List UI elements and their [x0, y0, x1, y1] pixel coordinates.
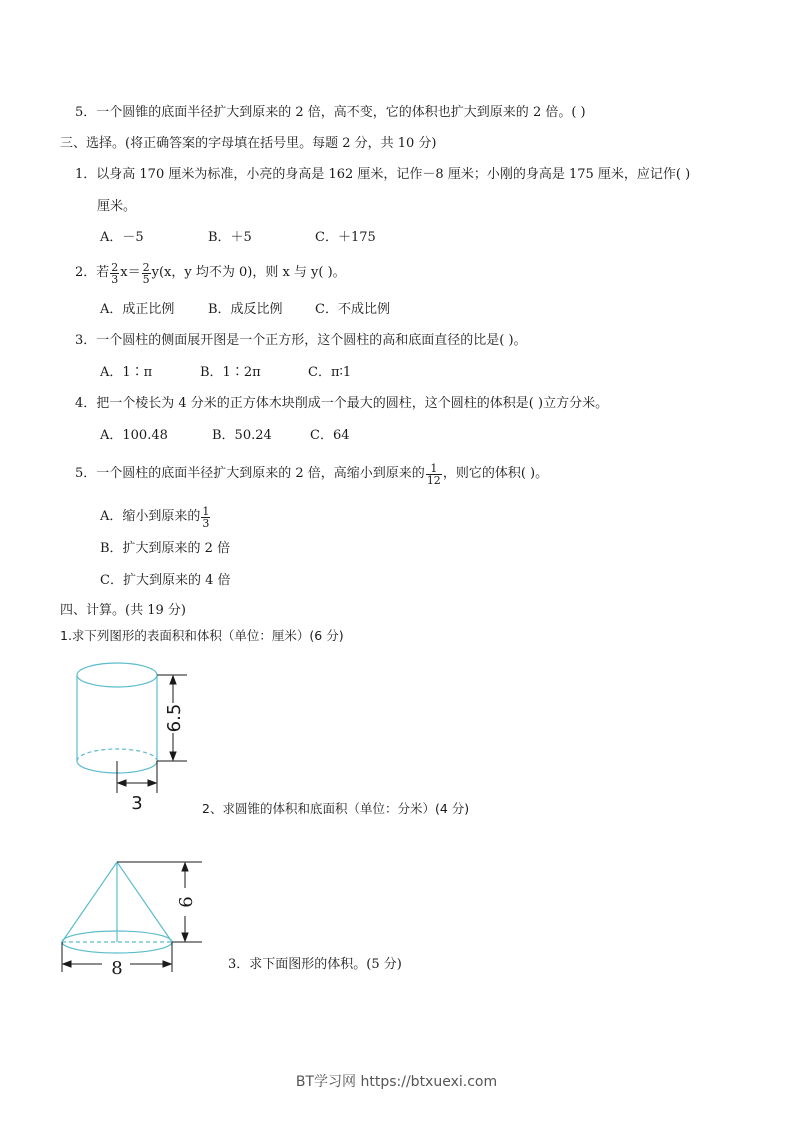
fraction-denominator: 5	[142, 273, 150, 286]
q4-option-c: C．64	[310, 428, 350, 443]
judgement-question-5: 5．一个圆锥的底面半径扩大到原来的 2 倍，高不变，它的体积也扩大到原来的 2 倍。( )	[75, 105, 586, 120]
fraction-denominator: 12	[426, 474, 441, 487]
problem-3-text: 3．求下面图形的体积。(5 分)	[228, 957, 402, 972]
q2-suffix: y(x，y 均不为 0)，则 x 与 y( )。	[151, 265, 346, 280]
q2-option-a: A．成正比例	[100, 302, 175, 317]
footer-watermark: BT学习网 https://btxuexi.com	[295, 1074, 498, 1090]
q3-option-a: A．1∶π	[100, 365, 153, 380]
fraction-2-3	[110, 262, 119, 285]
q3-option-c: C．π∶1	[308, 365, 352, 380]
cone-height-label: 6	[176, 896, 197, 908]
choice-question-4: 4．把一个棱长为 4 分米的正方体木块削成一个最大的圆柱，这个圆柱的体积是( )立方分米。	[75, 396, 609, 411]
q1-option-c: C．＋175	[315, 230, 376, 245]
q2-option-b: B．成反比例	[208, 302, 283, 317]
choice-question-3: 3．一个圆柱的侧面展开图是一个正方形，这个圆柱的高和底面直径的比是( )。	[75, 333, 527, 348]
fraction-denominator: 3	[111, 273, 119, 286]
section-3-title: 三、选择。(将正确答案的字母填在括号里。每题 2 分，共 10 分)	[60, 136, 437, 151]
q5-option-b: B．扩大到原来的 2 倍	[100, 541, 231, 556]
choice-question-1-line2: 厘米。	[97, 199, 137, 214]
fraction-numerator: 1	[202, 505, 210, 518]
cylinder-figure	[60, 655, 200, 815]
problem-1-text: 1.求下列图形的表面积和体积（单位：厘米）(6 分)	[60, 628, 344, 643]
q5-option-a-prefix: A．缩小到原来的	[100, 509, 201, 524]
q4-option-a: A．100.48	[100, 428, 168, 443]
q4-option-b: B．50.24	[212, 428, 272, 443]
choice-question-2	[75, 261, 346, 284]
q2-prefix: 2．若	[75, 265, 110, 280]
cone-figure	[50, 850, 220, 985]
fraction-numerator: 2	[142, 261, 150, 274]
fraction-2-5	[142, 262, 151, 285]
q5-option-a	[100, 505, 211, 528]
q5-prefix: 5．一个圆柱的底面半径扩大到原来的 2 倍，高缩小到原来的	[75, 466, 425, 481]
q1-option-a: A．－5	[100, 230, 144, 245]
q5-suffix: ，则它的体积( )。	[442, 466, 549, 481]
fraction-1-3	[201, 506, 210, 529]
problem-2-text: 2、求圆锥的体积和底面积（单位：分米）(4 分)	[202, 801, 470, 816]
cylinder-height-label: 6.5	[164, 703, 185, 733]
choice-question-1-line1: 1．以身高 170 厘米为标准，小亮的身高是 162 厘米，记作－8 厘米；小刚的身高是 175 厘米，应记作( )	[75, 167, 691, 182]
cylinder-radius-label: 3	[131, 793, 143, 814]
q1-option-b: B．＋5	[208, 230, 252, 245]
cone-diameter-label: 8	[111, 958, 123, 979]
fraction-numerator: 2	[111, 261, 119, 274]
choice-question-5	[75, 462, 548, 485]
q3-option-b: B．1∶2π	[200, 365, 261, 380]
fraction-1-12	[426, 463, 442, 486]
section-4-title: 四、计算。(共 19 分)	[60, 603, 186, 618]
q2-mid: x＝	[120, 265, 141, 280]
fraction-numerator: 1	[426, 463, 442, 475]
fraction-denominator: 3	[202, 517, 210, 530]
q2-option-c: C．不成比例	[315, 302, 390, 317]
q5-option-c: C．扩大到原来的 4 倍	[100, 573, 231, 588]
